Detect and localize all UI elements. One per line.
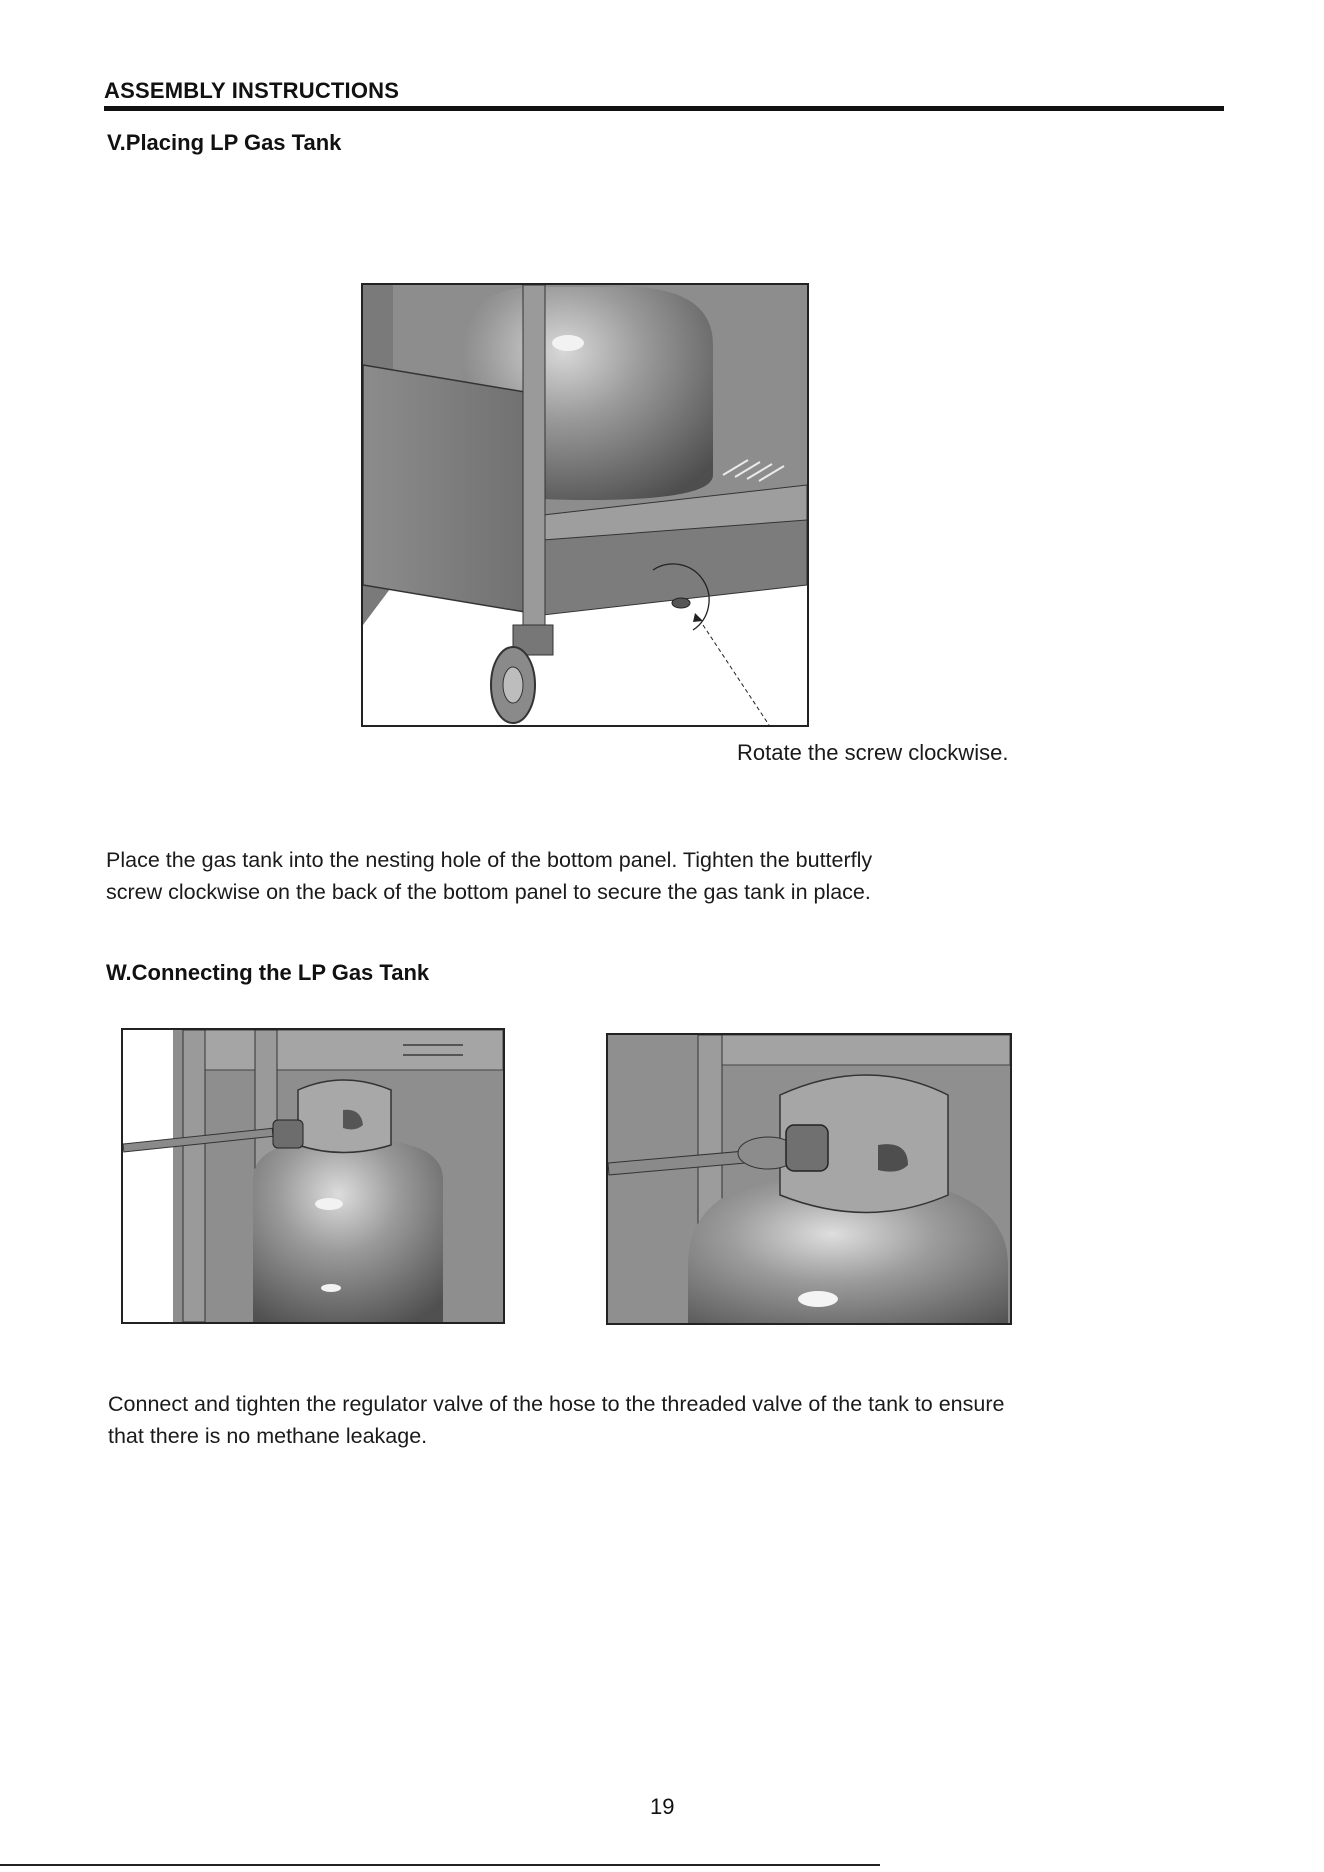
section-w-title: W.Connecting the LP Gas Tank	[106, 960, 430, 985]
connect-hose-illustration-closeup	[608, 1035, 1010, 1323]
section-v-paragraph	[106, 844, 872, 908]
tank-placement-figure	[361, 283, 809, 727]
header-title: ASSEMBLY INSTRUCTIONS	[104, 78, 400, 103]
section-w-paragraph-line-1: Connect and tighten the regulator valve of the hose to the threaded valve of the tank to ensure	[108, 1392, 1005, 1416]
page-number: 19	[650, 1794, 675, 1819]
bottom-rule	[0, 1864, 880, 1866]
section-v-paragraph-line-1: Place the gas tank into the nesting hole of the bottom panel. Tighten the butterfly	[106, 848, 873, 872]
section-w-paragraph	[108, 1388, 1004, 1452]
section-w-paragraph-line-2: that there is no methane leakage.	[108, 1424, 428, 1448]
section-v-title: V.Placing LP Gas Tank	[107, 130, 342, 155]
tank-placement-illustration	[363, 285, 807, 725]
connect-hose-figure-closeup	[606, 1033, 1012, 1325]
section-v-paragraph-line-2: screw clockwise on the back of the bottom panel to secure the gas tank in place.	[106, 880, 871, 904]
connect-hose-figure-wide	[121, 1028, 505, 1324]
connect-hose-illustration-wide	[123, 1030, 503, 1322]
screw-callout-caption: Rotate the screw clockwise.	[737, 740, 1009, 765]
header-rule	[104, 106, 1224, 111]
